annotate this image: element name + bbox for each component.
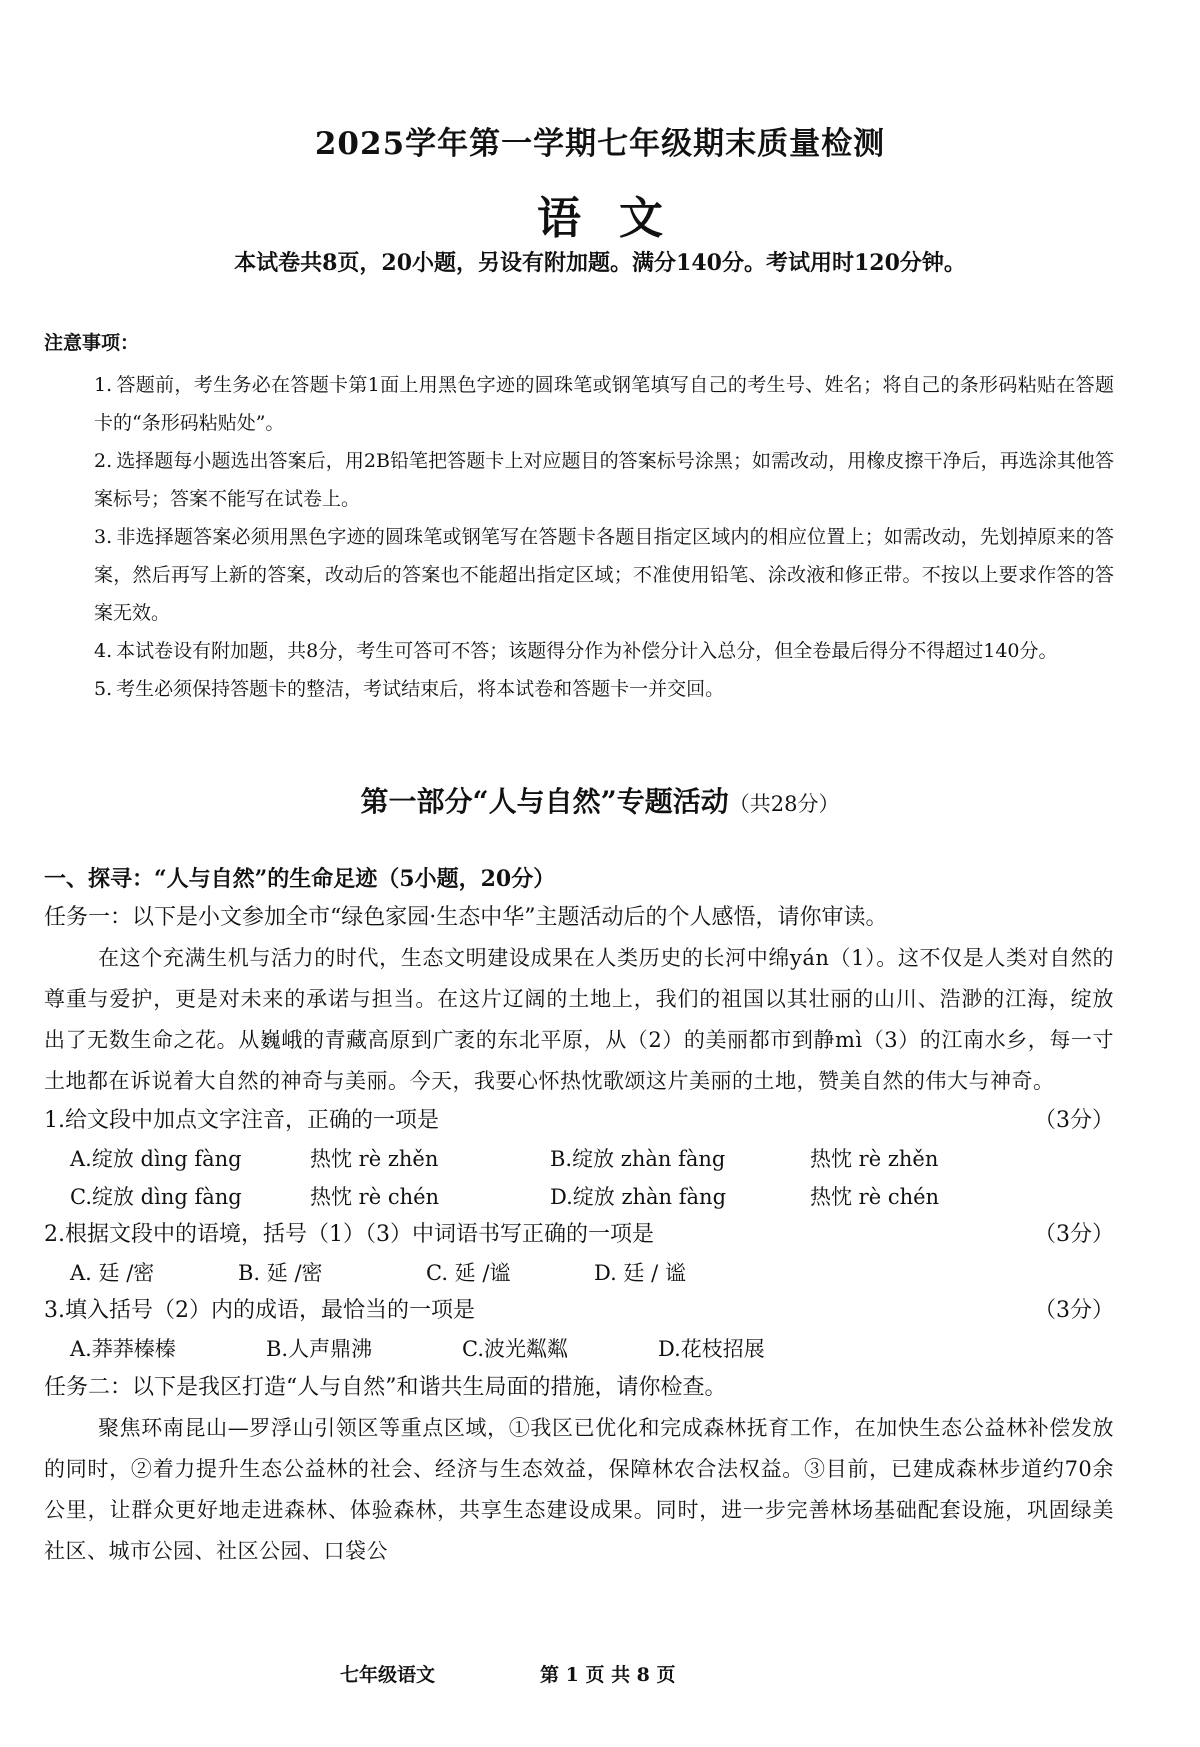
notice-num: 1. [94,374,113,396]
exam-title: 2025学年第一学期七年级期末质量检测 [314,126,886,162]
option-c-extra: 热忱 rè chén [310,1185,440,1209]
notice-item [94,442,1114,518]
passage-two: 聚焦环南昆山—罗浮山引领区等重点区域，①我区已优化和完成森林抚育工作，在加快生态公益林补偿发放的同时，②着力提升生态公益林的社会、经济与生态效益，保障林农合法权益。③目前，已建成森林步道约70余公里，让群众更好地走进森林、体验森林，共享生态建设成果。同时，进一步完善林场基础配套设施，巩固绿美社区、城市公园、社区公园、口袋公 [44,1416,1114,1563]
subject-title: 语文 [537,193,701,244]
notice-item [94,518,1114,632]
option-c: C.波光粼粼 [462,1337,568,1361]
notice-item [94,366,1114,442]
option-d: D.绽放 zhàn fàng [550,1185,727,1209]
notice-heading: 注意事项： [44,332,140,354]
notice-text: 答题前，考生务必在答题卡第1面上用黑色字迹的圆珠笔或钢笔填写自己的考生号、姓名；将自己的条形码粘贴在答题卡的“条形码粘贴处”。 [94,374,1114,434]
part1-content [44,860,1114,1572]
question-1-score: （3分） [1034,1108,1114,1133]
option-a-extra: 热忱 rè zhěn [310,1147,439,1171]
option-a: A.绽放 dìng fàng [70,1147,242,1171]
option-a: A.莽莽榛榛 [70,1337,176,1361]
notice-num: 5. [94,678,113,700]
option-d: D.花枝招展 [658,1337,765,1361]
question-3-options [44,1330,1114,1368]
notice-text: 选择题每小题选出答案后，用2B铅笔把答题卡上对应题目的答案标号涂黑；如需改动，用橡皮擦干净后，再选涂其他答案标号；答案不能写在试卷上。 [94,450,1114,510]
exam-info: 本试卷共8页，20小题，另设有附加题。满分140分。考试用时120分钟。 [234,250,966,276]
question-2-text: 2.根据文段中的语境，括号（1）（3）中词语书写正确的一项是 [44,1222,654,1247]
option-c: C.绽放 dìng fàng [70,1185,242,1209]
notice-num: 3. [94,526,113,548]
option-c: C. 延 /谧 [426,1261,511,1285]
option-b-extra: 热忱 rè zhěn [810,1147,939,1171]
question-3-score: （3分） [1034,1298,1114,1323]
question-1-options-row [44,1178,1114,1216]
part1-heading-score: （共28分） [728,792,840,816]
part1-heading [0,780,1200,820]
footer-subject: 七年级语文 [340,1664,436,1686]
option-d-extra: 热忱 rè chén [810,1185,940,1209]
question-1-text: 1.给文段中加点文字注音，正确的一项是 [44,1108,439,1133]
option-b: B. 延 /密 [238,1261,323,1285]
notice-list [94,366,1114,708]
question-1-options-row [44,1140,1114,1178]
notice-text: 考生必须保持答题卡的整洁，考试结束后，将本试卷和答题卡一并交回。 [116,678,725,700]
notice-item [94,670,1114,708]
part1-heading-text: 第一部分“人与自然”专题活动 [360,785,729,818]
notice-text: 本试卷设有附加题，共8分，考生可答可不答；该题得分作为补偿分计入总分，但全卷最后得分不得超过140分。 [116,640,1058,662]
notice-num: 2. [94,450,113,472]
notice-num: 4. [94,640,113,662]
question-1 [44,1102,1114,1140]
task-two: 任务二：以下是我区打造“人与自然”和谐共生局面的措施，请你检查。 [44,1375,727,1400]
notice-text: 非选择题答案必须用黑色字迹的圆珠笔或钢笔写在答题卡各题目指定区域内的相应位置上；如需改动，先划掉原来的答案，然后再写上新的答案，改动后的答案也不能超出指定区域；不准使用铅笔、涂改液和修正带。不按以上要求作答的答案无效。 [94,526,1114,624]
question-2 [44,1216,1114,1254]
question-3-text: 3.填入括号（2）内的成语，最恰当的一项是 [44,1298,475,1323]
page-number: 第 1 页 共 8 页 [540,1664,676,1686]
question-3 [44,1292,1114,1330]
question-2-options [44,1254,1114,1292]
section-one-heading: 一、探寻：“人与自然”的生命足迹（5小题，20分） [44,866,556,892]
question-2-score: （3分） [1034,1222,1114,1247]
notice-item [94,632,1114,670]
option-d: D. 廷 / 谧 [594,1261,686,1285]
task-one: 任务一：以下是小文参加全市“绿色家园·生态中华”主题活动后的个人感悟，请你审读。 [44,905,888,930]
option-b: B.绽放 zhàn fàng [550,1147,726,1171]
option-b: B.人声鼎沸 [266,1337,373,1361]
passage-one: 在这个充满生机与活力的时代，生态文明建设成果在人类历史的长河中绵yán（1）。这不仅是人类对自然的尊重与爱护，更是对未来的承诺与担当。在这片辽阔的土地上，我们的祖国以其壮丽的山川、浩渺的江海，绽放出了无数生命之花。从巍峨的青藏高原到广袤的东北平原，从（2）的美丽都市到静mì（3）的江南水乡，每一寸土地都在诉说着大自然的神奇与美丽。今天，我要心怀热忱歌颂这片美丽的土地，赞美自然的伟大与神奇。 [44,946,1114,1093]
option-a: A. 廷 /密 [70,1261,155,1285]
